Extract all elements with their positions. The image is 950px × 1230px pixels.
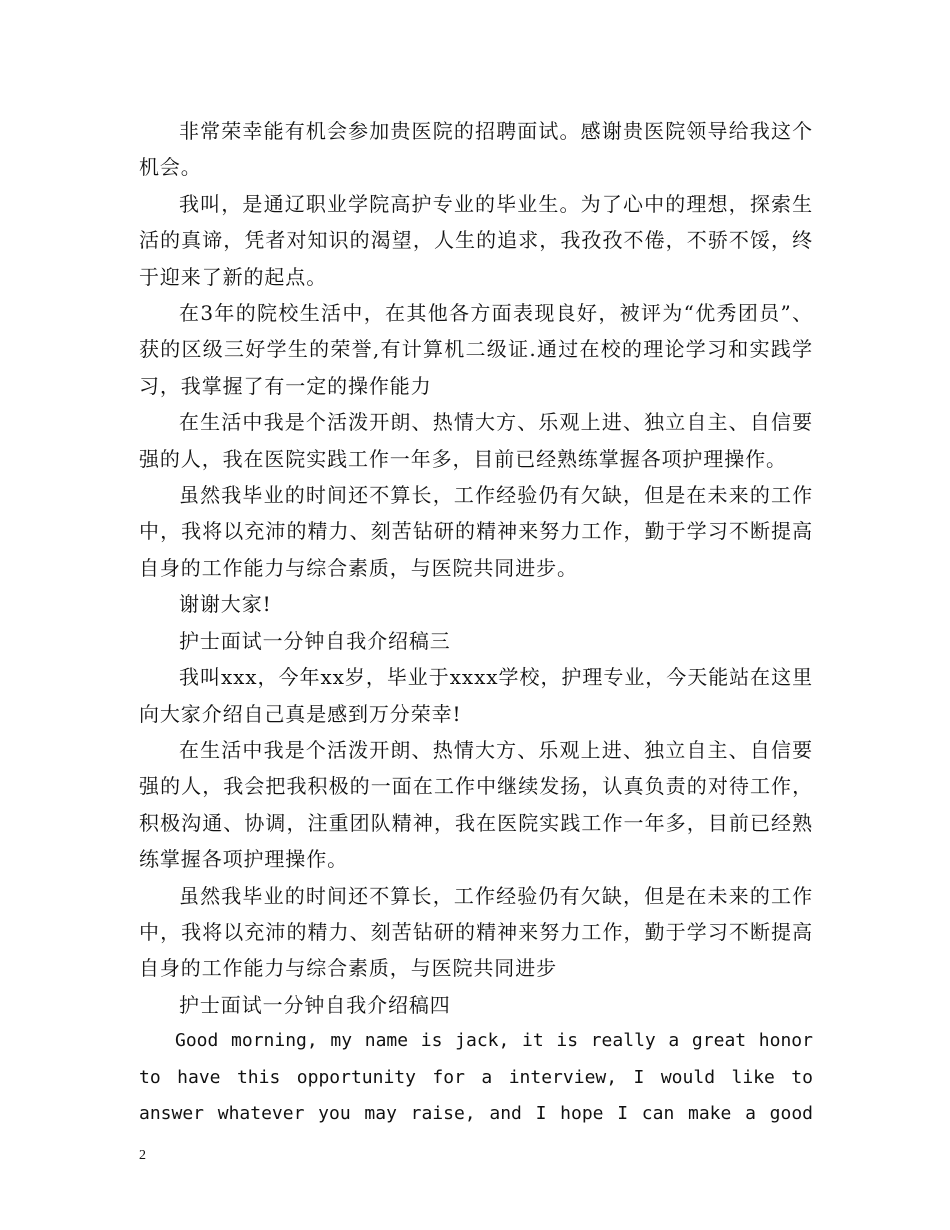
paragraph-personality-three: 在生活中我是个活泼开朗、热情大方、乐观上进、独立自主、自信要强的人，我会把我积极的一面在工作中继续发扬，认真负责的对待工作，积极沟通、协调，注重团队精神，我在医院实践工作一年多，目前已经熟练掌握各项护理操作。 bbox=[139, 737, 813, 872]
paragraph-thanks: 谢谢大家! bbox=[179, 592, 272, 617]
document-body bbox=[139, 113, 813, 1132]
section-heading-three: 护士面试一分钟自我介绍稿三 bbox=[179, 628, 451, 653]
paragraph-english-intro: Good morning, my name is jack, it is really a great honor to have this opportunity for a interview, I would like to answer whatever you may raise, and I hope I can make a good bbox=[139, 1030, 813, 1124]
paragraph-personality: 在生活中我是个活泼开朗、热情大方、乐观上进、独立自主、自信要强的人，我在医院实践工作一年多，目前已经熟练掌握各项护理操作。 bbox=[139, 410, 813, 471]
paragraph-opening-thanks: 非常荣幸能有机会参加贵医院的招聘面试。感谢贵医院领导给我这个机会。 bbox=[139, 119, 813, 180]
paragraph-self-intro-three: 我叫xxx，今年xx岁，毕业于xxxx学校，护理专业，今天能站在这里向大家介绍自己真是感到万分荣幸! bbox=[139, 665, 813, 726]
paragraph-introduction: 我叫，是通辽职业学院高护专业的毕业生。为了心中的理想，探索生活的真谛，凭者对知识的渴望，人生的追求，我孜孜不倦，不骄不馁，终于迎来了新的起点。 bbox=[139, 191, 813, 289]
paragraph-future-work-three: 虽然我毕业的时间还不算长，工作经验仍有欠缺，但是在未来的工作中，我将以充沛的精力、刻苦钻研的精神来努力工作，勤于学习不断提高自身的工作能力与综合素质，与医院共同进步 bbox=[139, 883, 813, 981]
page-number: 2 bbox=[139, 1148, 146, 1163]
paragraph-school-life: 在3年的院校生活中，在其他各方面表现良好，被评为“优秀团员”、获的区级三好学生的荣誉,有计算机二级证.通过在校的理论学习和实践学习，我掌握了有一定的操作能力 bbox=[139, 301, 813, 398]
paragraph-future-work: 虽然我毕业的时间还不算长，工作经验仍有欠缺，但是在未来的工作中，我将以充沛的精力、刻苦钻研的精神来努力工作，勤于学习不断提高自身的工作能力与综合素质，与医院共同进步。 bbox=[139, 483, 813, 580]
section-heading-four: 护士面试一分钟自我介绍稿四 bbox=[179, 992, 451, 1017]
